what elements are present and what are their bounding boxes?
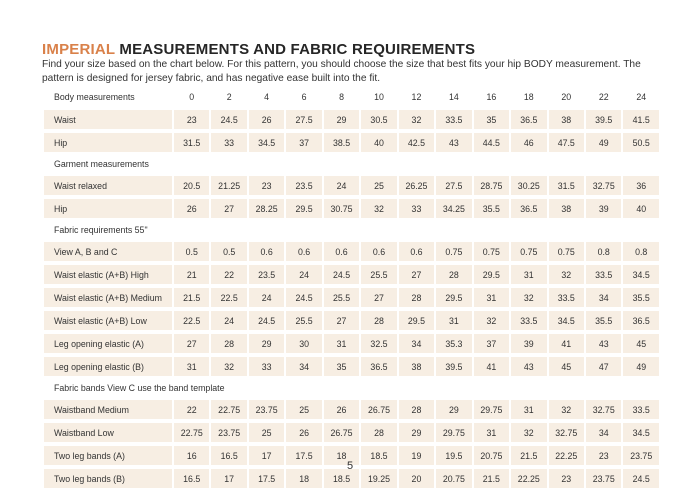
size-header-cell: 8 [339,91,344,102]
table-cell: 31 [174,357,209,376]
table-cell: 0.75 [474,242,509,261]
row-label: Leg opening elastic (A) [44,334,172,353]
size-header-cell: 12 [411,91,422,102]
table-cell: 40 [361,133,396,152]
table-cell: 37 [286,133,321,152]
table-cell: 26 [249,110,284,129]
table-cell: 26 [174,199,209,218]
section-title: Fabric bands View C use the band template [54,383,225,393]
table-cell: 18.5 [324,469,359,488]
table-cell: 27 [211,199,246,218]
table-cell: 18.5 [361,446,396,465]
table-cell: 27 [361,288,396,307]
table-cell: 32 [549,265,584,284]
table-cell: 31 [511,400,546,419]
section-title-row [44,222,659,238]
table-cell: 45 [623,334,659,353]
table-cell: 0.75 [511,242,546,261]
row-label: Waistband Medium [44,400,172,419]
section-title-row [44,156,659,172]
table-cell: 44.5 [474,133,509,152]
table-cell: 21.5 [474,469,509,488]
title-rest: MEASUREMENTS AND FABRIC REQUIREMENTS [115,41,476,58]
table-cell: 34.5 [623,265,659,284]
table-cell: 49 [623,357,659,376]
table-cell: 42.5 [399,133,434,152]
table-cell: 24.5 [249,311,284,330]
table-cell: 43 [511,357,546,376]
table-cell: 31.5 [174,133,209,152]
table-cell: 17.5 [249,469,284,488]
table-cell: 25.5 [324,288,359,307]
table-cell: 40 [623,199,659,218]
table-cell: 29.5 [399,311,434,330]
table-cell: 23 [174,110,209,129]
table-cell: 21.25 [211,176,246,195]
size-header-cell: 20 [561,91,572,102]
size-header-cell: 24 [636,91,647,102]
table-cell: 32.5 [361,334,396,353]
table-cell: 21 [174,265,209,284]
table-cell: 36.5 [361,357,396,376]
row-label: Hip [44,133,172,152]
size-header-cell: 0 [189,91,195,102]
table-cell: 23.5 [286,176,321,195]
table-row [44,334,659,353]
table-cell: 28 [399,400,434,419]
table-cell: 22 [174,400,209,419]
table-cell: 38 [549,110,584,129]
table-cell: 36.5 [511,199,546,218]
table-cell: 30.25 [511,176,546,195]
table-cell: 34.5 [549,311,584,330]
row-label: View A, B and C [44,242,172,261]
measurements-table-body [44,87,659,488]
table-cell: 29 [249,334,284,353]
table-cell: 23 [586,446,621,465]
table-cell: 22.25 [549,446,584,465]
table-cell: 32 [399,110,434,129]
table-cell: 0.6 [361,242,396,261]
table-cell: 34.25 [436,199,471,218]
table-cell: 22 [211,265,246,284]
table-cell: 25 [286,400,321,419]
table-cell: 41.5 [623,110,659,129]
table-cell: 33.5 [549,288,584,307]
table-cell: 34.5 [249,133,284,152]
table-cell: 31 [474,423,509,442]
table-cell: 20.75 [474,446,509,465]
table-cell: 25.5 [286,311,321,330]
table-cell: 29.75 [474,400,509,419]
table-row [44,288,659,307]
table-cell: 30 [286,334,321,353]
table-cell: 34.5 [623,423,659,442]
table-cell: 19 [399,446,434,465]
table-cell: 32 [361,199,396,218]
table-cell: 32 [511,288,546,307]
table-cell: 34 [586,288,621,307]
table-cell: 46 [511,133,546,152]
table-cell: 32.75 [549,423,584,442]
table-cell: 24 [324,176,359,195]
table-cell: 24 [249,288,284,307]
table-cell: 25 [361,176,396,195]
table-cell: 50.5 [623,133,659,152]
table-cell: 25.5 [361,265,396,284]
table-cell: 22.5 [174,311,209,330]
table-cell: 33 [211,133,246,152]
section-title: Garment measurements [54,159,149,169]
table-cell: 0.6 [286,242,321,261]
row-label: Waist [44,110,172,129]
table-row [44,133,659,152]
table-cell: 32 [511,423,546,442]
table-cell: 28.25 [249,199,284,218]
table-row [44,242,659,261]
size-header-label: Body measurements [54,91,135,102]
table-cell: 19.25 [361,469,396,488]
table-cell: 24.5 [211,110,246,129]
table-cell: 26.25 [399,176,434,195]
table-cell: 29.5 [286,199,321,218]
table-cell: 31 [474,288,509,307]
table-cell: 0.6 [399,242,434,261]
table-cell: 38 [399,357,434,376]
table-cell: 38.5 [324,133,359,152]
table-cell: 27 [174,334,209,353]
table-cell: 22.75 [174,423,209,442]
table-cell: 31 [436,311,471,330]
row-label: Hip [44,199,172,218]
table-cell: 29 [436,400,471,419]
intro-text: Find your size based on the chart below. For this pattern, you should choose the size that best fits your hip BODY measurement. The pattern is designed for jersey fabric, and has negative ease built into the fit. [42,59,641,83]
table-cell: 30.5 [361,110,396,129]
table-row [44,311,659,330]
table-cell: 26.75 [361,400,396,419]
table-cell: 34 [399,334,434,353]
table-cell: 36 [623,176,659,195]
table-cell: 41 [474,357,509,376]
table-row [44,265,659,284]
table-cell: 29 [324,110,359,129]
table-cell: 26.75 [324,423,359,442]
table-cell: 18 [286,469,321,488]
page-title [42,41,475,58]
table-cell: 24.5 [324,265,359,284]
table-cell: 32 [211,357,246,376]
table-cell: 24 [211,311,246,330]
table-cell: 33.5 [623,400,659,419]
table-cell: 28 [436,265,471,284]
size-header-cell: 14 [449,91,459,102]
size-header-cell: 6 [301,91,307,102]
size-header-cell: 22 [598,91,609,102]
table-cell: 28 [399,288,434,307]
table-row [44,423,659,442]
table-cell: 32.75 [586,176,621,195]
table-cell: 24.5 [286,288,321,307]
table-cell: 33 [249,357,284,376]
table-cell: 28.75 [474,176,509,195]
table-cell: 49 [586,133,621,152]
table-cell: 39 [511,334,546,353]
table-cell: 20 [399,469,434,488]
section-title: Fabric requirements 55" [54,225,148,235]
row-label: Waistband Low [44,423,172,442]
table-cell: 32 [549,400,584,419]
table-cell: 22.75 [211,400,246,419]
table-cell: 28 [361,423,396,442]
table-cell: 17 [211,469,246,488]
table-cell: 33.5 [586,265,621,284]
table-cell: 27.5 [286,110,321,129]
table-cell: 36.5 [511,110,546,129]
table-cell: 23.75 [249,400,284,419]
table-row [44,176,659,195]
size-header-row [44,87,659,106]
table-cell: 33.5 [511,311,546,330]
page-number: 5 [346,460,354,472]
table-cell: 35.5 [623,288,659,307]
table-cell: 24 [286,265,321,284]
table-row [44,110,659,129]
table-row [44,400,659,419]
table-cell: 24.5 [623,469,659,488]
table-cell: 20.5 [174,176,209,195]
measurements-table [42,83,661,492]
table-cell: 27 [324,311,359,330]
table-cell: 37 [474,334,509,353]
section-title-row [44,380,659,396]
table-cell: 31 [324,334,359,353]
table-cell: 43 [586,334,621,353]
table-cell: 39 [586,199,621,218]
table-cell: 27 [399,265,434,284]
table-cell: 0.5 [211,242,246,261]
table-cell: 17.5 [286,446,321,465]
table-cell: 16.5 [174,469,209,488]
table-cell: 23.75 [623,446,659,465]
table-row [44,199,659,218]
title-accent: IMPERIAL [42,41,115,58]
table-cell: 0.6 [249,242,284,261]
table-cell: 35 [324,357,359,376]
table-cell: 26 [286,423,321,442]
row-label: Two leg bands (B) [44,469,172,488]
table-cell: 39.5 [586,110,621,129]
table-cell: 18 [324,446,359,465]
table-cell: 21.5 [511,446,546,465]
size-header-cell: 16 [486,91,497,102]
table-cell: 16 [174,446,209,465]
size-header-cell: 4 [264,91,270,102]
table-cell: 45 [549,357,584,376]
table-cell: 28 [361,311,396,330]
table-cell: 34 [586,423,621,442]
table-cell: 34 [286,357,321,376]
table-cell: 29.5 [474,265,509,284]
table-cell: 25 [249,423,284,442]
size-header-cell: 18 [523,91,534,102]
table-cell: 35.5 [586,311,621,330]
table-cell: 0.8 [623,242,659,261]
table-cell: 36.5 [623,311,659,330]
row-label: Waist elastic (A+B) Medium [44,288,172,307]
table-cell: 30.75 [324,199,359,218]
table-cell: 35 [474,110,509,129]
table-cell: 22.25 [511,469,546,488]
table-cell: 43 [436,133,471,152]
table-cell: 35.3 [436,334,471,353]
table-cell: 0.75 [549,242,584,261]
row-label: Waist elastic (A+B) High [44,265,172,284]
row-label: Two leg bands (A) [44,446,172,465]
table-cell: 0.6 [324,242,359,261]
table-cell: 29.75 [436,423,471,442]
table-cell: 31 [511,265,546,284]
table-cell: 19.5 [436,446,471,465]
table-cell: 0.5 [174,242,209,261]
table-cell: 33.5 [436,110,471,129]
table-cell: 32.75 [586,400,621,419]
table-cell: 41 [549,334,584,353]
table-cell: 38 [549,199,584,218]
table-cell: 23.5 [249,265,284,284]
table-cell: 35.5 [474,199,509,218]
table-cell: 22.5 [211,288,246,307]
table-cell: 29 [399,423,434,442]
table-cell: 23.75 [211,423,246,442]
table-cell: 0.75 [436,242,471,261]
table-cell: 23 [549,469,584,488]
size-header-cell: 10 [374,91,384,102]
row-label: Leg opening elastic (B) [44,357,172,376]
table-cell: 28 [211,334,246,353]
row-label: Waist elastic (A+B) Low [44,311,172,330]
table-cell: 16.5 [211,446,246,465]
table-cell: 33 [399,199,434,218]
table-cell: 29.5 [436,288,471,307]
row-label: Waist relaxed [44,176,172,195]
table-cell: 27.5 [436,176,471,195]
table-row [44,357,659,376]
table-cell: 0.8 [586,242,621,261]
table-cell: 47.5 [549,133,584,152]
table-cell: 21.5 [174,288,209,307]
size-header-cell: 2 [226,91,232,102]
table-cell: 20.75 [436,469,471,488]
table-cell: 39.5 [436,357,471,376]
table-cell: 26 [324,400,359,419]
table-cell: 23.75 [586,469,621,488]
table-cell: 23 [249,176,284,195]
table-cell: 31.5 [549,176,584,195]
table-cell: 47 [586,357,621,376]
table-cell: 17 [249,446,284,465]
table-cell: 32 [474,311,509,330]
